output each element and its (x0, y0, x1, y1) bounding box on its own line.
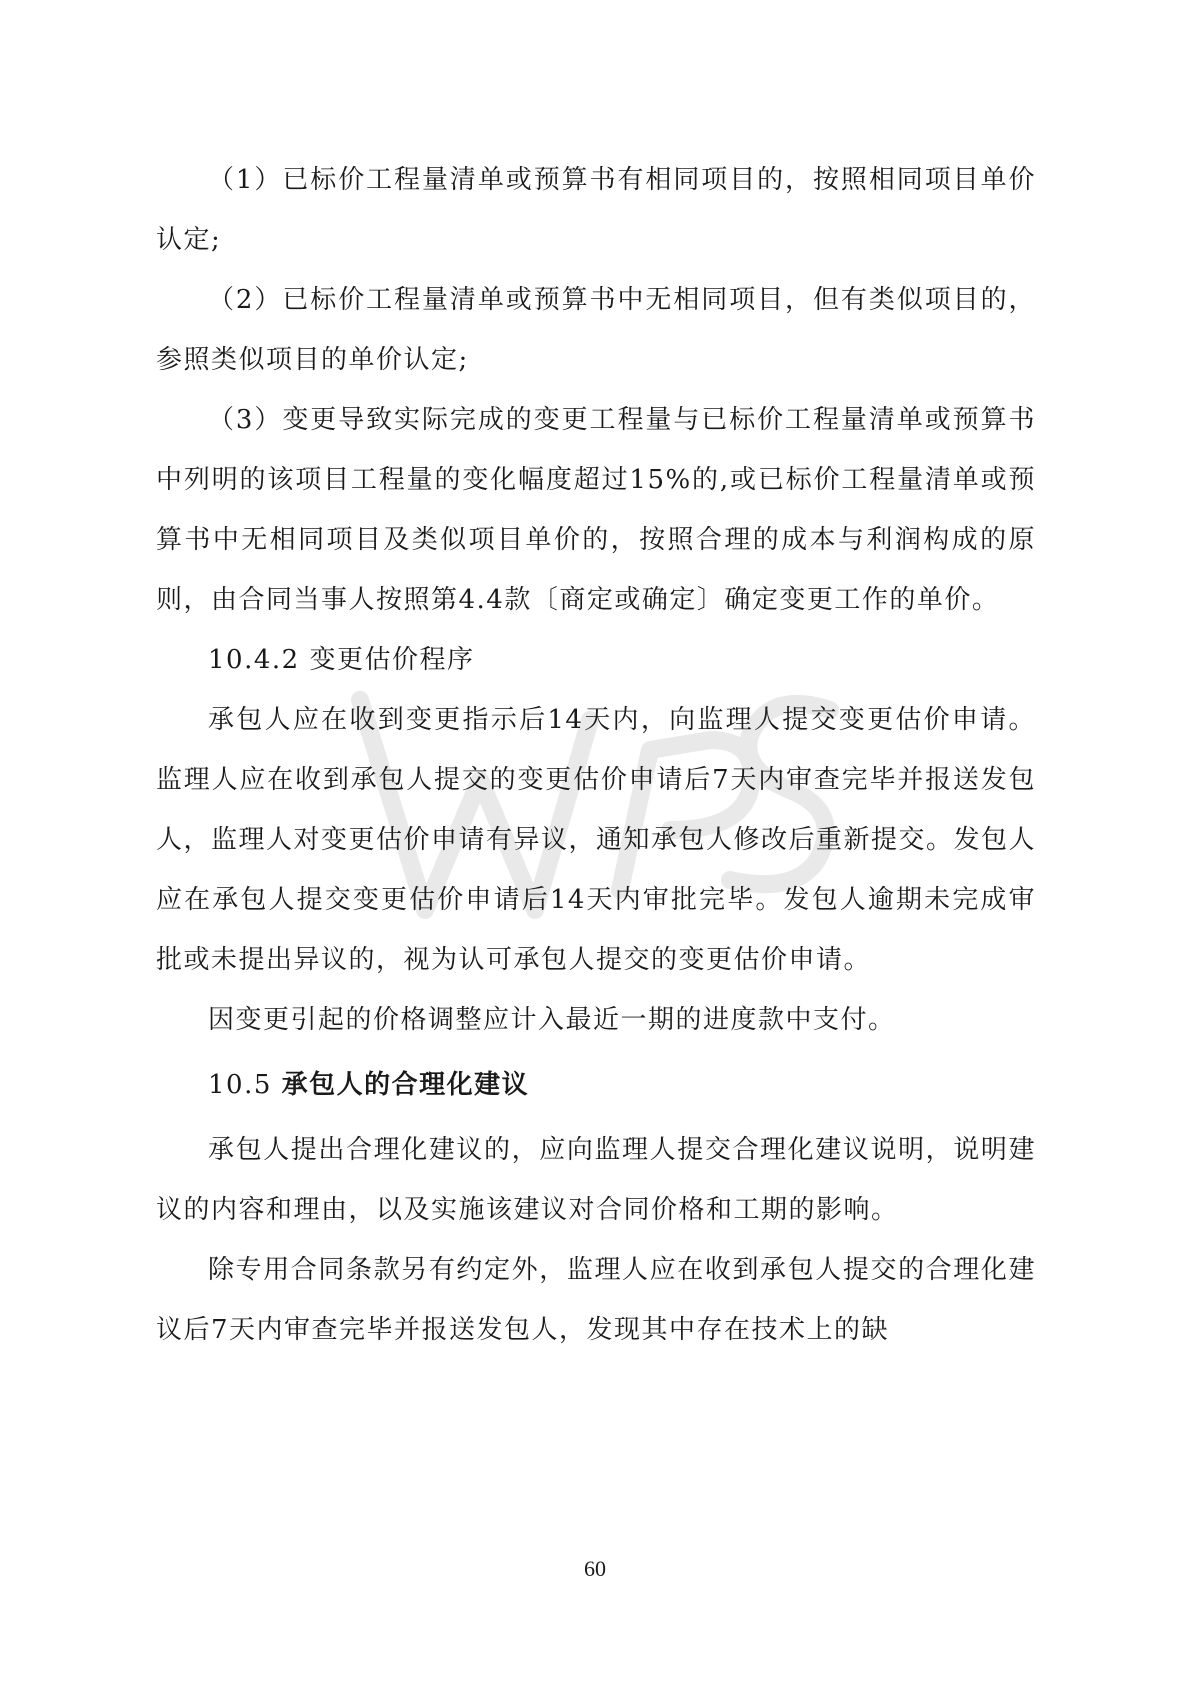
paragraph-4: 承包人应在收到变更指示后14天内，向监理人提交变更估价申请。监理人应在收到承包人提交的变更估价申请后7天内审查完毕并报送发包人，监理人对变更估价申请有异议，通知承包人修改后重新提交。发包人应在承包人提交变更估价申请后14天内审批完毕。发包人逾期未完成审批或未提出异议的，视为认可承包人提交的变更估价申请。 (156, 705, 1037, 975)
paragraph-2: （2）已标价工程量清单或预算书中无相同项目，但有类似项目的，参照类似项目的单价认定; (156, 285, 1036, 375)
subsection-heading: 10.4.2 变更估价程序 (208, 645, 475, 675)
paragraph-6: 承包人提出合理化建议的，应向监理人提交合理化建议说明，说明建议的内容和理由，以及实施该建议对合同价格和工期的影响。 (156, 1135, 1036, 1225)
body-text (156, 150, 1036, 1360)
paragraph-7: 除专用合同条款另有约定外，监理人应在收到承包人提交的合理化建议后7天内审查完毕并报送发包人，发现其中存在技术上的缺 (156, 1255, 1036, 1345)
paragraph-5: 因变更引起的价格调整应计入最近一期的进度款中支付。 (208, 1005, 896, 1035)
section-heading-title: 承包人的合理化建议 (281, 1070, 530, 1100)
section-heading (156, 1056, 1036, 1114)
paragraph-3: （3）变更导致实际完成的变更工程量与已标价工程量清单或预算书中列明的该项目工程量的变化幅度超过15%的,或已标价工程量清单或预算书中无相同项目及类似项目单价的，按照合理的成本与利润构成的原则，由合同当事人按照第4.4款〔商定或确定〕确定变更工作的单价。 (156, 405, 1036, 615)
paragraph-1: （1）已标价工程量清单或预算书有相同项目的，按照相同项目单价认定; (156, 165, 1036, 255)
page-number: 60 (584, 1556, 606, 1581)
section-heading-number: 10.5 (208, 1070, 282, 1100)
